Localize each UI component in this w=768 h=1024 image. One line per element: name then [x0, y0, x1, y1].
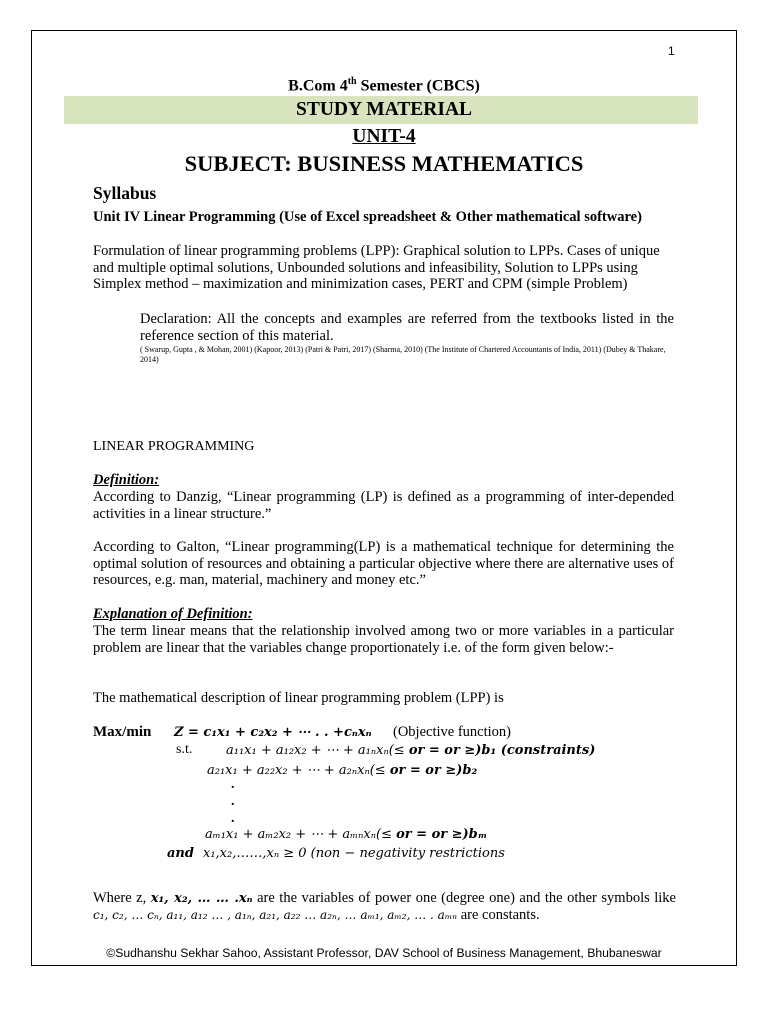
objective-label: (Objective function) — [393, 724, 511, 740]
course-title: B.Com 4th Semester (CBCS) — [288, 76, 480, 95]
explanation-text: The term linear means that the relationship involved among two or more variables in a particular problem are linear that the variables change proportionately i.e. of the form given below:- — [93, 623, 674, 656]
definition-heading: Definition: — [93, 472, 160, 488]
constraint-1: a₁₁x₁ + a₁₂x₂ + ⋯ + a₁ₙxₙ(≤ or = or ≥)b₁ (constraints) — [226, 743, 596, 758]
variables-explanation: Where z, x₁, x₂, … … .xₙ are the variables of power one (degree one) and the other symbols like c₁, c₂, … cₙ, a₁₁, a₁₂ … , a₁ₙ, a₂₁, a₂₂ … a₂ₙ, … aₘ₁, aₘ₂, … . aₘₙ are constants. — [93, 890, 676, 923]
unit-title: UNIT-4 — [352, 126, 416, 147]
and-label: and — [167, 846, 194, 861]
explanation-heading: Explanation of Definition: — [93, 606, 253, 622]
galton-definition: According to Galton, “Linear programming(LP) is a mathematical technique for determining the optimal solution of resources and obtaining a particular objective where there are alternative uses of resources, e.g. man, material, machinery and money etc.” — [93, 539, 674, 589]
non-negativity: x₁,x₂,……,xₙ ≥ 0 (non − negativity restrictions — [203, 846, 505, 861]
ellipsis-dot: . — [231, 794, 235, 809]
syllabus-text: Formulation of linear programming problems (LPP): Graphical solution to LPPs. Cases of unique and multiple optimal solutions, Unbounded solutions and infeasibility, Solution to LPPs using Simplex method – maximization and minimization cases, PERT and CPM (simple Problem) — [93, 243, 660, 293]
constraint-2: a₂₁x₁ + a₂₂x₂ + ⋯ + a₂ₙxₙ(≤ or = or ≥)b₂ — [207, 763, 478, 778]
lpp-intro: The mathematical description of linear programming problem (LPP) is — [93, 690, 504, 706]
such-that-label: s.t. — [176, 742, 193, 757]
subject-title: SUBJECT: BUSINESS MATHEMATICS — [184, 151, 584, 176]
footer-credit: ©Sudhanshu Sekhar Sahoo, Assistant Professor, DAV School of Business Management, Bhubaneswar — [106, 946, 662, 960]
ellipsis-dot: . — [231, 777, 235, 792]
study-material-title: STUDY MATERIAL — [295, 99, 473, 120]
page-number: 1 — [668, 44, 675, 58]
declaration: Declaration: All the concepts and examples are referred from the textbooks listed in the reference section of this material. — [140, 311, 674, 344]
unit-iv-heading: Unit IV Linear Programming (Use of Excel spreadsheet & Other mathematical software) — [93, 209, 642, 225]
constraint-m: aₘ₁x₁ + aₘ₂x₂ + ⋯ + aₘₙxₙ(≤ or = or ≥)bₘ — [205, 827, 488, 842]
syllabus-heading: Syllabus — [93, 183, 157, 203]
references: ( Swarup, Gupta , & Mohan, 2001) (Kapoor, 2013) (Patri & Patri, 2017) (Sharma, 2010) (The Institute of Chartered Accountants of India, 2011) (Dubey & Thakare, 2014) — [140, 345, 666, 364]
section-heading: LINEAR PROGRAMMING — [93, 439, 255, 454]
max-min-label: Max/min — [93, 724, 152, 740]
danzig-definition: According to Danzig, “Linear programming (LP) is defined as a programming of inter-depended activities in a linear structure.” — [93, 489, 674, 522]
ellipsis-dot: . — [231, 811, 235, 826]
objective-function: Z = c₁x₁ + c₂x₂ + ⋯ . . +cₙxₙ — [174, 725, 372, 740]
